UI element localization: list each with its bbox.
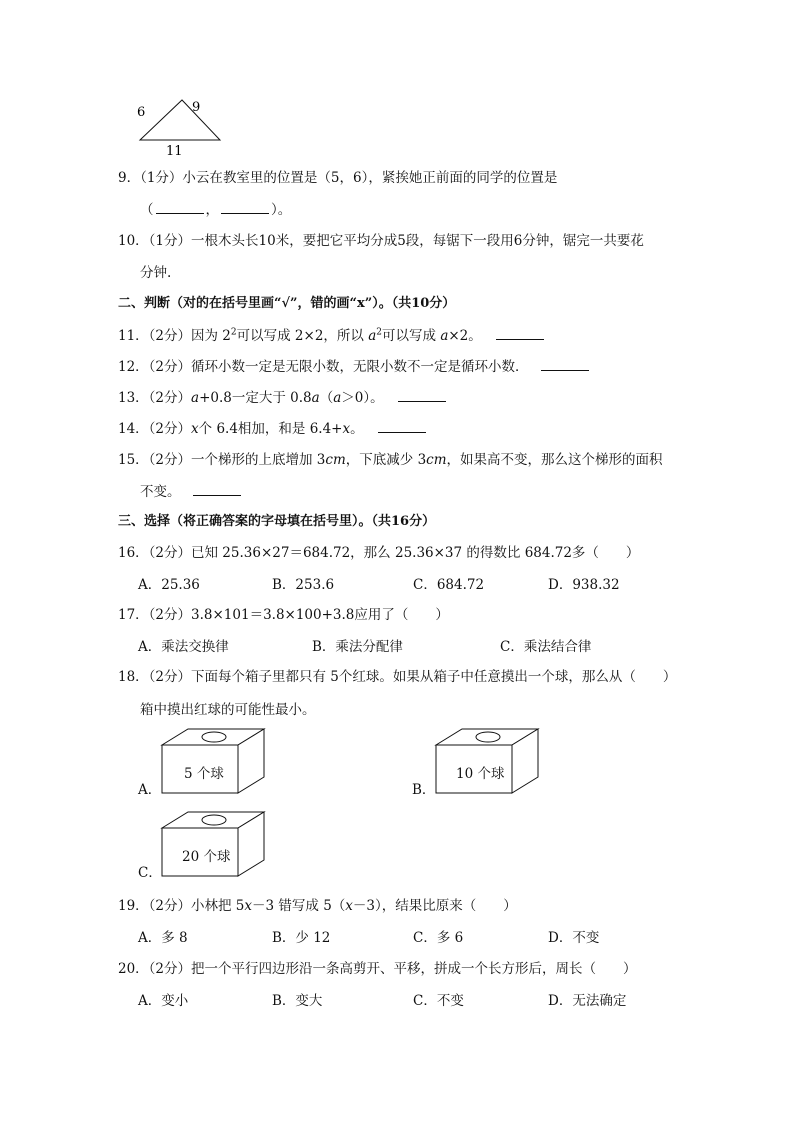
question-12: 12．（2分）循环小数一定是无限小数，无限小数不一定是循环小数．	[118, 355, 591, 375]
q16-option-b[interactable]: B．253.6	[272, 577, 335, 593]
answer-blank[interactable]	[398, 389, 446, 402]
q19-option-a[interactable]: A．多 8	[138, 930, 188, 946]
q17-option-b[interactable]: B．乘法分配律	[312, 639, 403, 655]
question-16-stem: 16．（2分）已知 25.36×27＝684.72，那么 25.36×37 的得数比 684.72多（ ）	[118, 545, 640, 561]
question-15-stem: 15．（2分）一个梯形的上底增加 3cm，下底减少 3cm，如果高不变，那么这个梯形的面积	[118, 452, 663, 468]
question-14: 14．（2分）x个 6.4相加，和是 6.4+x。	[118, 417, 428, 437]
q18-option-a[interactable]: A．	[138, 782, 162, 798]
section-2-heading: 二、判断（对的在括号里画“√”，错的画“x”）。（共10分）	[118, 296, 456, 311]
q18-option-b[interactable]: B．	[412, 782, 436, 798]
q16-option-d[interactable]: D．938.32	[548, 577, 620, 593]
question-9-stem: 9．（1分）小云在教室里的位置是（5，6），紧挨她正前面的同学的位置是	[118, 170, 558, 186]
answer-blank[interactable]	[156, 201, 204, 214]
box-c-label: 20 个球	[182, 849, 231, 865]
box-b-label: 10 个球	[456, 766, 505, 782]
answer-blank[interactable]	[496, 327, 544, 340]
answer-blank[interactable]	[193, 483, 241, 496]
question-15-line2: 不变。	[140, 480, 243, 500]
question-17-stem: 17．（2分）3.8×101＝3.8×100+3.8应用了（ ）	[118, 607, 449, 623]
triangle-bottom-side: 11	[166, 144, 183, 158]
q19-option-c[interactable]: C．多 6	[413, 930, 464, 946]
q16-option-a[interactable]: A．25.36	[138, 577, 200, 593]
triangle-shape	[140, 100, 220, 140]
question-13: 13．（2分）a+0.8一定大于 0.8a（a＞0）。	[118, 386, 448, 406]
q20-option-b[interactable]: B．变大	[272, 993, 323, 1009]
triangle-figure	[130, 96, 230, 158]
question-19-stem: 19．（2分）小林把 5x－3 错写成 5（x－3），结果比原来（ ）	[118, 898, 517, 914]
box-b-drawing	[434, 727, 544, 795]
box-b	[434, 727, 544, 799]
box-a	[160, 727, 270, 799]
box-c-drawing	[160, 810, 270, 878]
question-11: 11．（2分）因为 $2^2$可以写成 2×2，所以 $a^2$可以写成 a×2。	[118, 324, 546, 344]
q17-option-c[interactable]: C．乘法结合律	[500, 639, 592, 655]
triangle-right-side: 9	[192, 100, 201, 115]
q19-option-d[interactable]: D．不变	[548, 930, 600, 946]
question-9-answer-line: （ ， ）。	[140, 202, 292, 218]
answer-blank[interactable]	[541, 358, 589, 371]
question-10-stem: 10．（1分）一根木头长10米，要把它平均分成5段，每锯下一段用6分钟，锯完一共要花	[118, 233, 644, 249]
box-a-drawing	[160, 727, 270, 795]
q20-option-c[interactable]: C．不变	[413, 993, 464, 1009]
box-c	[160, 810, 270, 882]
box-a-label: 5 个球	[184, 766, 224, 782]
answer-blank[interactable]	[221, 201, 269, 214]
triangle-left-side: 6	[137, 105, 146, 120]
q19-option-b[interactable]: B．少 12	[272, 930, 331, 946]
q18-option-c[interactable]: C．	[138, 865, 162, 881]
q20-option-d[interactable]: D．无法确定	[548, 993, 627, 1009]
q17-option-a[interactable]: A．乘法交换律	[138, 639, 229, 655]
question-18-line2: 箱中摸出红球的可能性最小。	[140, 702, 316, 718]
question-10-line2: 分钟.	[140, 265, 172, 281]
q16-option-c[interactable]: C．684.72	[413, 577, 485, 593]
section-3-heading: 三、选择（将正确答案的字母填在括号里）。（共16分）	[118, 514, 436, 529]
question-18-stem: 18．（2分）下面每个箱子里都只有 5个红球。如果从箱子中任意摸出一个球，那么从（ ）	[118, 669, 677, 685]
answer-blank[interactable]	[378, 420, 426, 433]
question-20-stem: 20．（2分）把一个平行四边形沿一条高剪开、平移，拼成一个长方形后，周长（ ）	[118, 961, 637, 977]
q20-option-a[interactable]: A．变小	[138, 993, 189, 1009]
